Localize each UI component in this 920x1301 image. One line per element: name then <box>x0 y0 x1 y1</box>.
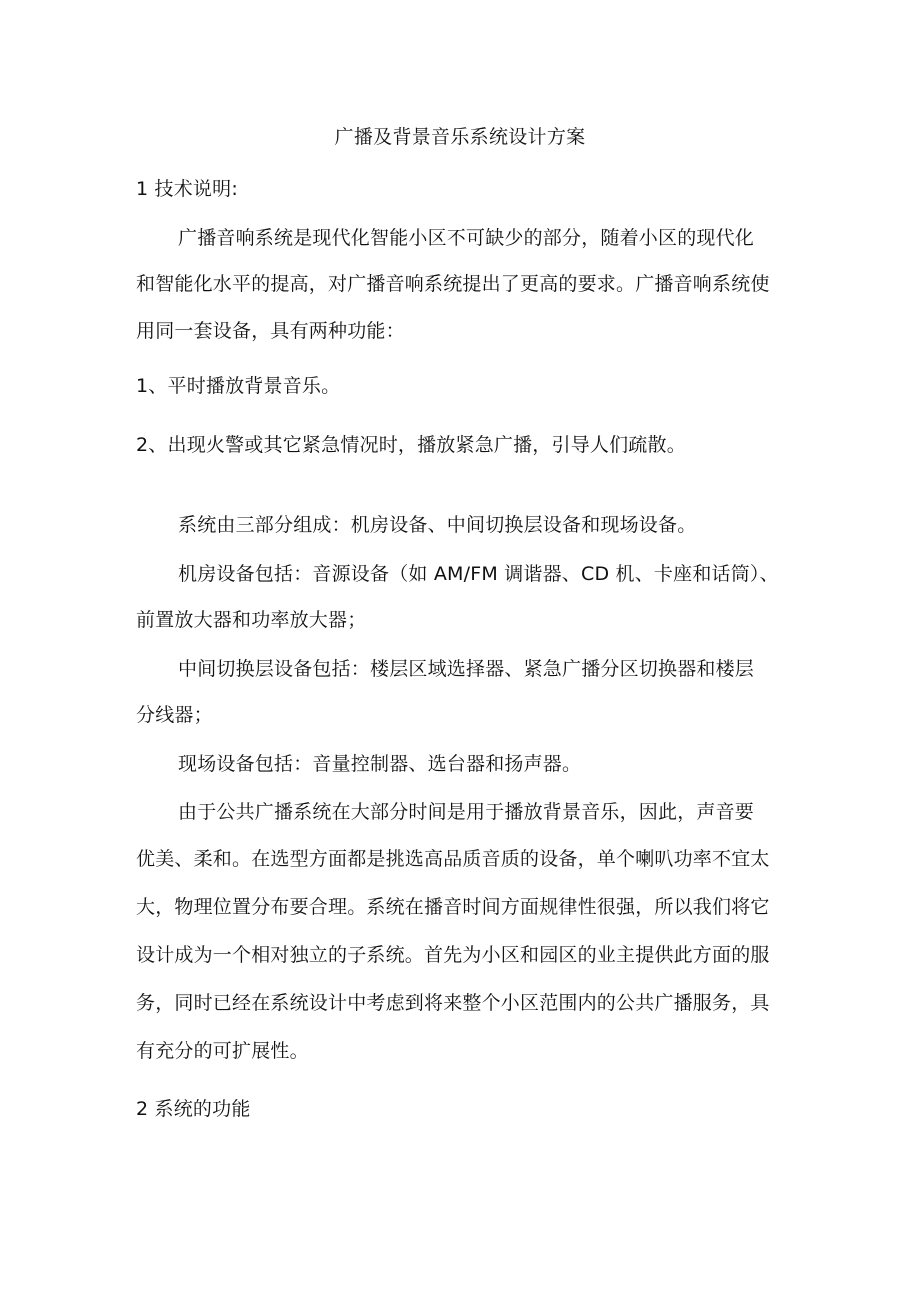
paragraph-line: 有充分的可扩展性。 <box>136 1040 309 1062</box>
paragraph-line: 大，物理位置分布要合理。系统在播音时间方面规律性很强，所以我们将它 <box>136 896 770 918</box>
paragraph-line: 前置放大器和功率放大器； <box>136 609 367 631</box>
paragraph-line: 广播音响系统是现代化智能小区不可缺少的部分，随着小区的现代化 <box>178 227 755 249</box>
paragraph-line: 系统由三部分组成：机房设备、中间切换层设备和现场设备。 <box>178 514 697 536</box>
paragraph-line: 设计成为一个相对独立的子系统。首先为小区和园区的业主提供此方面的服 <box>136 944 770 966</box>
paragraph-line: 优美、柔和。在选型方面都是挑选高品质音质的设备，单个喇叭功率不宜太 <box>136 848 770 870</box>
section-heading-2: 2 系统的功能 <box>136 1098 251 1120</box>
paragraph-line: 机房设备包括：音源设备（如 AM/FM 调谐器、CD 机、卡座和话筒）、 <box>178 563 779 585</box>
document-title: 广播及背景音乐系统设计方案 <box>334 126 586 148</box>
section-heading-1: 1 技术说明: <box>136 178 238 200</box>
paragraph-line: 现场设备包括：音量控制器、选台器和扬声器。 <box>178 753 582 775</box>
paragraph-line: 中间切换层设备包括：楼层区域选择器、紧急广播分区切换器和楼层 <box>178 658 755 680</box>
paragraph-line: 务，同时已经在系统设计中考虑到将来整个小区范围内的公共广播服务，具 <box>136 992 770 1014</box>
paragraph-line: 和智能化水平的提高，对广播音响系统提出了更高的要求。广播音响系统使 <box>136 273 770 295</box>
paragraph-line: 用同一套设备，具有两种功能： <box>136 320 405 342</box>
paragraph-line: 分线器； <box>136 704 213 726</box>
list-item: 1、平时播放背景音乐。 <box>136 375 341 397</box>
paragraph-line: 由于公共广播系统在大部分时间是用于播放背景音乐，因此，声音要 <box>178 801 755 823</box>
list-item: 2、出现火警或其它紧急情况时，播放紧急广播，引导人们疏散。 <box>136 434 686 456</box>
